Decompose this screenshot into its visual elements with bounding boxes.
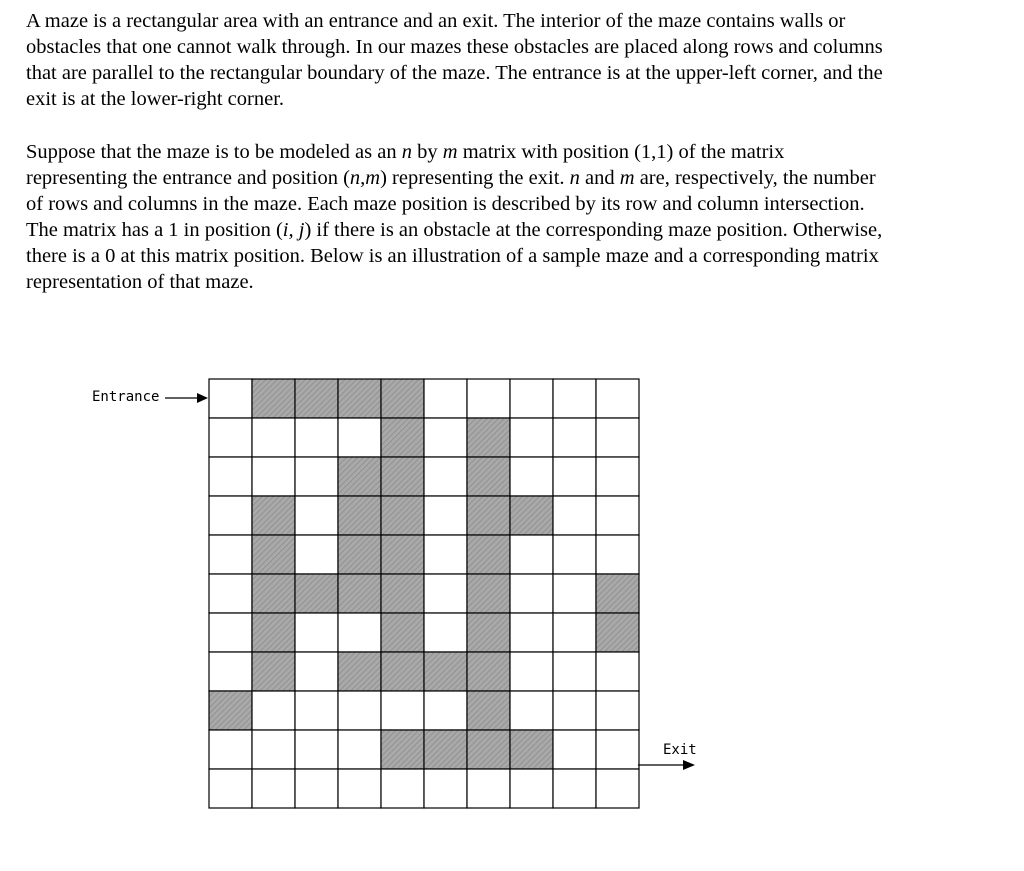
maze-cell-obstacle (381, 535, 424, 574)
maze-cell-open (596, 535, 639, 574)
text-line: Suppose that the maze is to be modeled as an n by m matrix with position (1,1) of the matrix (26, 141, 785, 163)
maze-cell-open (424, 418, 467, 457)
maze-cell-open (510, 535, 553, 574)
maze-cell-obstacle (338, 457, 381, 496)
maze-cell-open (295, 418, 338, 457)
maze-cell-open (209, 613, 252, 652)
maze-cell-open (424, 457, 467, 496)
maze-cell-obstacle (252, 613, 295, 652)
maze-cell-open (381, 769, 424, 808)
maze-cell-open (295, 613, 338, 652)
maze-cell-obstacle (467, 574, 510, 613)
maze-grid (209, 379, 639, 808)
maze-cell-obstacle (467, 457, 510, 496)
maze-cell-obstacle (596, 613, 639, 652)
maze-cell-open (596, 496, 639, 535)
maze-cell-open (295, 652, 338, 691)
maze-cell-open (424, 691, 467, 730)
text-line: that are parallel to the rectangular boundary of the maze. The entrance is at the upper-left corner, and the (26, 62, 883, 84)
maze-cell-open (553, 652, 596, 691)
text-line: representation of that maze. (26, 271, 254, 293)
maze-cell-obstacle (424, 730, 467, 769)
maze-cell-open (424, 574, 467, 613)
maze-cell-open (424, 379, 467, 418)
maze-cell-open (338, 418, 381, 457)
maze-cell-obstacle (467, 613, 510, 652)
text-line: exit is at the lower-right corner. (26, 88, 285, 110)
maze-cell-open (295, 535, 338, 574)
maze-cell-open (553, 613, 596, 652)
maze-cell-obstacle (467, 418, 510, 457)
maze-cell-open (510, 574, 553, 613)
maze-cell-open (424, 613, 467, 652)
maze-cell-open (381, 691, 424, 730)
maze-cell-obstacle (252, 496, 295, 535)
maze-cell-obstacle (381, 613, 424, 652)
maze-cell-open (596, 769, 639, 808)
entrance-arrow-head (197, 393, 208, 403)
maze-cell-open (209, 418, 252, 457)
maze-cell-obstacle (338, 496, 381, 535)
maze-cell-obstacle (467, 652, 510, 691)
maze-cell-open (209, 769, 252, 808)
maze-cell-open (424, 496, 467, 535)
maze-cell-open (467, 769, 510, 808)
maze-cell-open (596, 379, 639, 418)
maze-cell-obstacle (295, 574, 338, 613)
maze-cell-obstacle (467, 496, 510, 535)
entrance-label: Entrance (92, 389, 160, 405)
maze-cell-open (338, 730, 381, 769)
maze-cell-open (553, 535, 596, 574)
maze-cell-open (209, 496, 252, 535)
maze-cell-open (338, 769, 381, 808)
exit-arrow-head (683, 760, 695, 770)
maze-cell-obstacle (381, 730, 424, 769)
maze-cell-obstacle (424, 652, 467, 691)
maze-cell-open (596, 418, 639, 457)
text-line: A maze is a rectangular area with an entrance and an exit. The interior of the maze contains walls or (26, 10, 846, 32)
maze-cell-obstacle (252, 535, 295, 574)
maze-cell-open (596, 691, 639, 730)
maze-cell-open (510, 652, 553, 691)
maze-cell-obstacle (252, 652, 295, 691)
maze-cell-obstacle (295, 379, 338, 418)
text-line: representing the entrance and position (n,m) representing the exit. n and m are, respectively, the number (26, 167, 876, 189)
maze-cell-open (295, 730, 338, 769)
maze-cell-open (209, 457, 252, 496)
maze-cell-open (209, 379, 252, 418)
maze-cell-obstacle (467, 691, 510, 730)
maze-cell-open (209, 730, 252, 769)
text-line: obstacles that one cannot walk through. In our mazes these obstacles are placed along rows and columns (26, 36, 883, 58)
maze-cell-open (424, 535, 467, 574)
maze-cell-open (338, 691, 381, 730)
maze-cell-open (553, 418, 596, 457)
maze-cell-obstacle (596, 574, 639, 613)
exit-label: Exit (663, 742, 697, 758)
text-line: of rows and columns in the maze. Each maze position is described by its row and column intersection. (26, 193, 865, 215)
maze-cell-open (553, 496, 596, 535)
maze-cell-open (209, 652, 252, 691)
maze-cell-open (553, 769, 596, 808)
maze-cell-open (553, 691, 596, 730)
intro-paragraph (26, 8, 1001, 112)
maze-cell-open (295, 457, 338, 496)
maze-cell-obstacle (381, 418, 424, 457)
maze-cell-open (252, 457, 295, 496)
maze-cell-obstacle (381, 574, 424, 613)
maze-cell-obstacle (338, 535, 381, 574)
maze-cell-obstacle (338, 574, 381, 613)
maze-cell-obstacle (510, 730, 553, 769)
maze-cell-obstacle (467, 730, 510, 769)
maze-cell-open (596, 652, 639, 691)
maze-cell-open (209, 535, 252, 574)
maze-cell-obstacle (381, 652, 424, 691)
maze-cell-open (510, 613, 553, 652)
maze-cell-open (510, 418, 553, 457)
maze-cell-obstacle (381, 457, 424, 496)
maze-cell-open (510, 691, 553, 730)
maze-cell-obstacle (381, 379, 424, 418)
maze-cell-open (252, 769, 295, 808)
maze-cell-open (338, 613, 381, 652)
maze-cell-obstacle (510, 496, 553, 535)
maze-cell-open (252, 730, 295, 769)
text-line: The matrix has a 1 in position (i, j) if there is an obstacle at the corresponding maze position. Otherwise, (26, 219, 883, 241)
maze-cell-open (596, 457, 639, 496)
maze-cell-obstacle (467, 535, 510, 574)
maze-cell-open (467, 379, 510, 418)
maze-cell-open (510, 457, 553, 496)
maze-cell-obstacle (338, 379, 381, 418)
model-paragraph (26, 139, 1001, 295)
maze-cell-open (553, 379, 596, 418)
maze-cell-open (510, 379, 553, 418)
maze-cell-obstacle (252, 574, 295, 613)
maze-cell-open (252, 691, 295, 730)
maze-cell-open (295, 496, 338, 535)
maze-cell-open (553, 574, 596, 613)
maze-cell-obstacle (338, 652, 381, 691)
maze-cell-open (252, 418, 295, 457)
maze-cell-obstacle (209, 691, 252, 730)
maze-cell-open (510, 769, 553, 808)
maze-cell-obstacle (252, 379, 295, 418)
maze-cell-obstacle (381, 496, 424, 535)
maze-cell-open (424, 769, 467, 808)
text-line: there is a 0 at this matrix position. Below is an illustration of a sample maze and a corresponding matrix (26, 245, 879, 267)
maze-cell-open (295, 691, 338, 730)
maze-cell-open (553, 730, 596, 769)
maze-cell-open (596, 730, 639, 769)
maze-cell-open (553, 457, 596, 496)
maze-cell-open (209, 574, 252, 613)
maze-cell-open (295, 769, 338, 808)
